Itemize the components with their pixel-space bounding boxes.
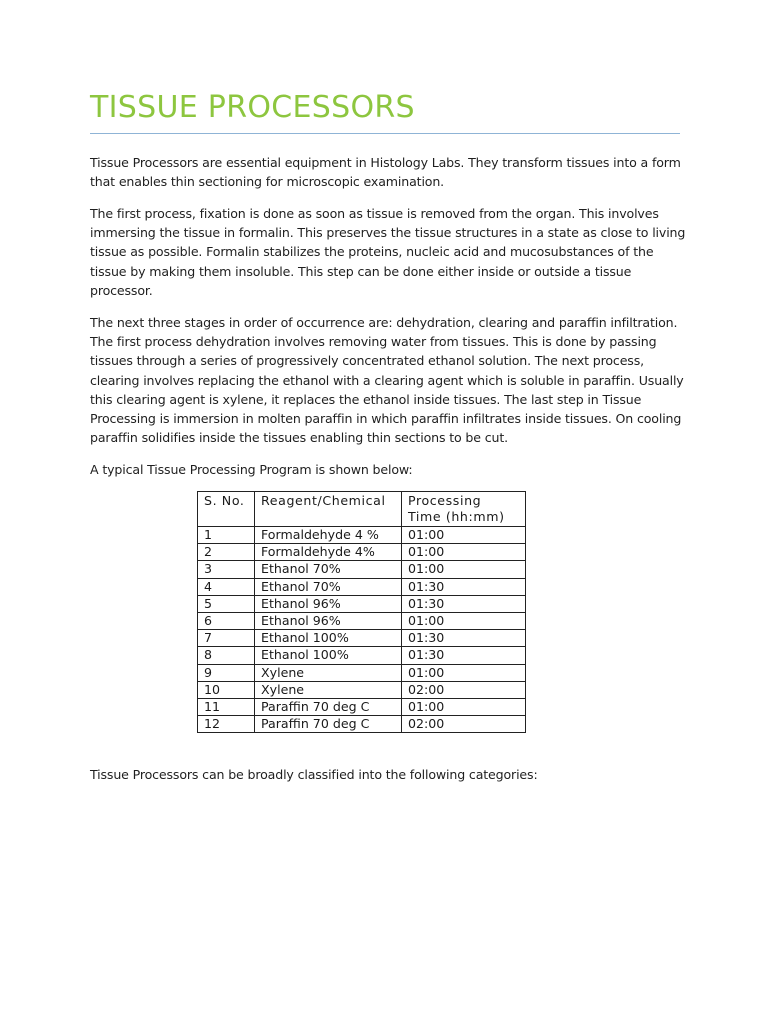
table-body xyxy=(198,527,526,733)
paragraph-fixation xyxy=(90,204,686,300)
cell-time: 01:00 xyxy=(402,527,526,544)
cell-sno: 8 xyxy=(198,647,255,664)
cell-sno: 3 xyxy=(198,561,255,578)
header-time-line1: Processing xyxy=(408,493,482,508)
paragraph-program-intro xyxy=(90,460,686,479)
text-line: processor. xyxy=(90,282,153,298)
cell-sno: 7 xyxy=(198,630,255,647)
cell-reagent: Ethanol 100% xyxy=(255,647,402,664)
cell-sno: 9 xyxy=(198,664,255,681)
cell-time: 01:00 xyxy=(402,612,526,629)
cell-reagent: Ethanol 100% xyxy=(255,630,402,647)
cell-sno: 11 xyxy=(198,698,255,715)
table-row xyxy=(198,595,526,612)
cell-sno: 4 xyxy=(198,578,255,595)
cell-sno: 5 xyxy=(198,595,255,612)
table-row xyxy=(198,630,526,647)
text-line: A typical Tissue Processing Program is shown below: xyxy=(90,462,413,477)
cell-reagent: Ethanol 70% xyxy=(255,561,402,578)
table-row xyxy=(198,681,526,698)
table-row xyxy=(198,544,526,561)
text-line: immersing the tissue in formalin. This preserves the tissue structures in a state as close to living xyxy=(90,225,686,241)
cell-time: 01:30 xyxy=(402,647,526,664)
text-line: The first process dehydration involves removing water from tissues. This is done by passing xyxy=(90,334,657,350)
cell-time: 01:30 xyxy=(402,630,526,647)
table-row xyxy=(198,698,526,715)
cell-sno: 12 xyxy=(198,716,255,733)
text-line: The next three stages in order of occurrence are: dehydration, clearing and paraffin infiltration. xyxy=(90,315,678,330)
header-time-line2: Time (hh:mm) xyxy=(408,509,505,524)
cell-sno: 10 xyxy=(198,681,255,698)
cell-sno: 2 xyxy=(198,544,255,561)
cell-reagent: Formaldehyde 4 % xyxy=(255,527,402,544)
cell-reagent: Xylene xyxy=(255,681,402,698)
header-sno: S. No. xyxy=(198,492,255,527)
cell-time: 01:30 xyxy=(402,578,526,595)
cell-time: 01:00 xyxy=(402,664,526,681)
paragraph-categories xyxy=(90,765,686,784)
cell-reagent: Ethanol 70% xyxy=(255,578,402,595)
text-line: tissue by making them insoluble. This step can be done either inside or outside a tissue xyxy=(90,263,632,279)
cell-time: 01:00 xyxy=(402,698,526,715)
processing-program-table xyxy=(197,491,526,733)
text-line: Tissue Processors are essential equipment in Histology Labs. They transform tissues into a form xyxy=(90,155,681,170)
header-reagent: Reagent/Chemical xyxy=(255,492,402,527)
table-row xyxy=(198,716,526,733)
cell-reagent: Ethanol 96% xyxy=(255,595,402,612)
table-row xyxy=(198,647,526,664)
text-line: The first process, fixation is done as soon as tissue is removed from the organ. This involves xyxy=(90,206,659,221)
title-divider xyxy=(90,133,680,134)
table-row xyxy=(198,527,526,544)
text-line: Processing is immersion in molten paraffin in which paraffin infiltrates inside tissues. On cooling xyxy=(90,411,682,427)
paragraph-intro xyxy=(90,153,686,191)
text-line: paraffin solidifies inside the tissues enabling thin sections to be cut. xyxy=(90,430,508,446)
header-time xyxy=(402,492,526,527)
table-header-row xyxy=(198,492,526,527)
cell-time: 01:00 xyxy=(402,561,526,578)
table-row xyxy=(198,612,526,629)
table-row xyxy=(198,664,526,681)
page-title: TISSUE PROCESSORS xyxy=(90,90,415,125)
text-line: this clearing agent is xylene, it replaces the ethanol inside tissues. The last step in Tissue xyxy=(90,391,642,407)
cell-reagent: Ethanol 96% xyxy=(255,612,402,629)
cell-reagent: Paraffin 70 deg C xyxy=(255,698,402,715)
cell-time: 02:00 xyxy=(402,681,526,698)
table-row xyxy=(198,578,526,595)
cell-sno: 1 xyxy=(198,527,255,544)
cell-time: 01:30 xyxy=(402,595,526,612)
cell-time: 01:00 xyxy=(402,544,526,561)
text-line: that enables thin sectioning for microscopic examination. xyxy=(90,174,445,190)
cell-reagent: Paraffin 70 deg C xyxy=(255,716,402,733)
paragraph-stages xyxy=(90,313,686,447)
text-line: Tissue Processors can be broadly classified into the following categories: xyxy=(90,767,538,782)
text-line: tissue as possible. Formalin stabilizes the proteins, nucleic acid and mucosubstances of the xyxy=(90,244,654,260)
cell-reagent: Xylene xyxy=(255,664,402,681)
text-line: clearing involves replacing the ethanol with a clearing agent which is soluble in paraffin. Usually xyxy=(90,372,684,388)
table-row xyxy=(198,561,526,578)
text-line: tissues through a series of progressively concentrated ethanol solution. The next process, xyxy=(90,353,644,369)
cell-sno: 6 xyxy=(198,612,255,629)
cell-reagent: Formaldehyde 4% xyxy=(255,544,402,561)
cell-time: 02:00 xyxy=(402,716,526,733)
